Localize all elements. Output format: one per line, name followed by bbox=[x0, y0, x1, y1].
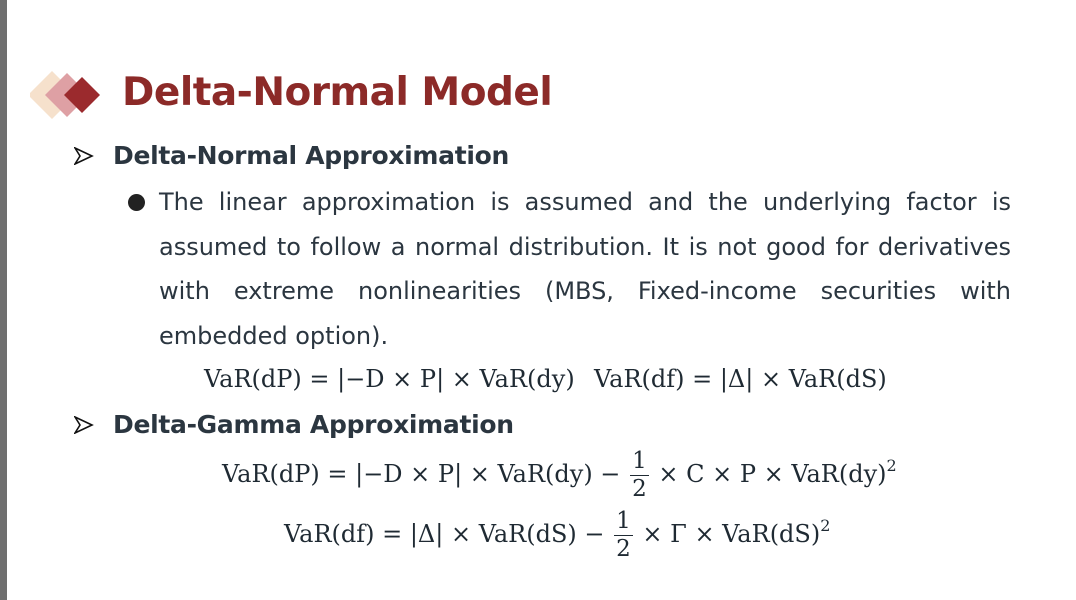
section-heading-label: Delta-Gamma Approximation bbox=[113, 410, 514, 439]
formula-exponent: 2 bbox=[886, 456, 897, 475]
diamond-logo-icon bbox=[30, 68, 110, 128]
fraction-denominator: 2 bbox=[616, 536, 631, 562]
filled-circle-icon bbox=[128, 194, 145, 211]
formula-suffix: × Γ × VaR(dS) bbox=[642, 520, 821, 548]
formula-var-df-delta-gamma bbox=[284, 508, 830, 563]
formula-var-dp-delta-normal: VaR(dP) = |−D × P| × VaR(dy) bbox=[204, 365, 575, 393]
fraction-one-half bbox=[614, 508, 633, 563]
section-heading-label: Delta-Normal Approximation bbox=[113, 141, 510, 170]
fraction-numerator: 1 bbox=[616, 508, 631, 534]
fraction-denominator: 2 bbox=[632, 476, 647, 502]
arrow-bullet-icon bbox=[74, 147, 94, 165]
fraction-numerator: 1 bbox=[632, 448, 647, 474]
page-title: Delta-Normal Model bbox=[122, 70, 553, 115]
formula-prefix: VaR(df) = |Δ| × VaR(dS) − bbox=[284, 520, 605, 548]
bullet-text: The linear approximation is assumed and the underlying factor is assumed to follow a normal distribution. It is not good for derivatives with extreme nonlinearities (MBS, Fixed-income securities with embedded option). bbox=[159, 188, 1011, 351]
formula-var-df-delta-normal: VaR(df) = |Δ| × VaR(dS) bbox=[594, 365, 887, 393]
left-edge-bar bbox=[0, 0, 7, 600]
formula-suffix: × C × P × VaR(dy) bbox=[658, 460, 887, 488]
fraction-one-half bbox=[630, 448, 649, 503]
formula-exponent: 2 bbox=[820, 516, 831, 535]
arrow-bullet-icon bbox=[74, 416, 94, 434]
formula-var-dp-delta-gamma bbox=[222, 448, 897, 503]
formula-prefix: VaR(dP) = |−D × P| × VaR(dy) − bbox=[222, 460, 621, 488]
